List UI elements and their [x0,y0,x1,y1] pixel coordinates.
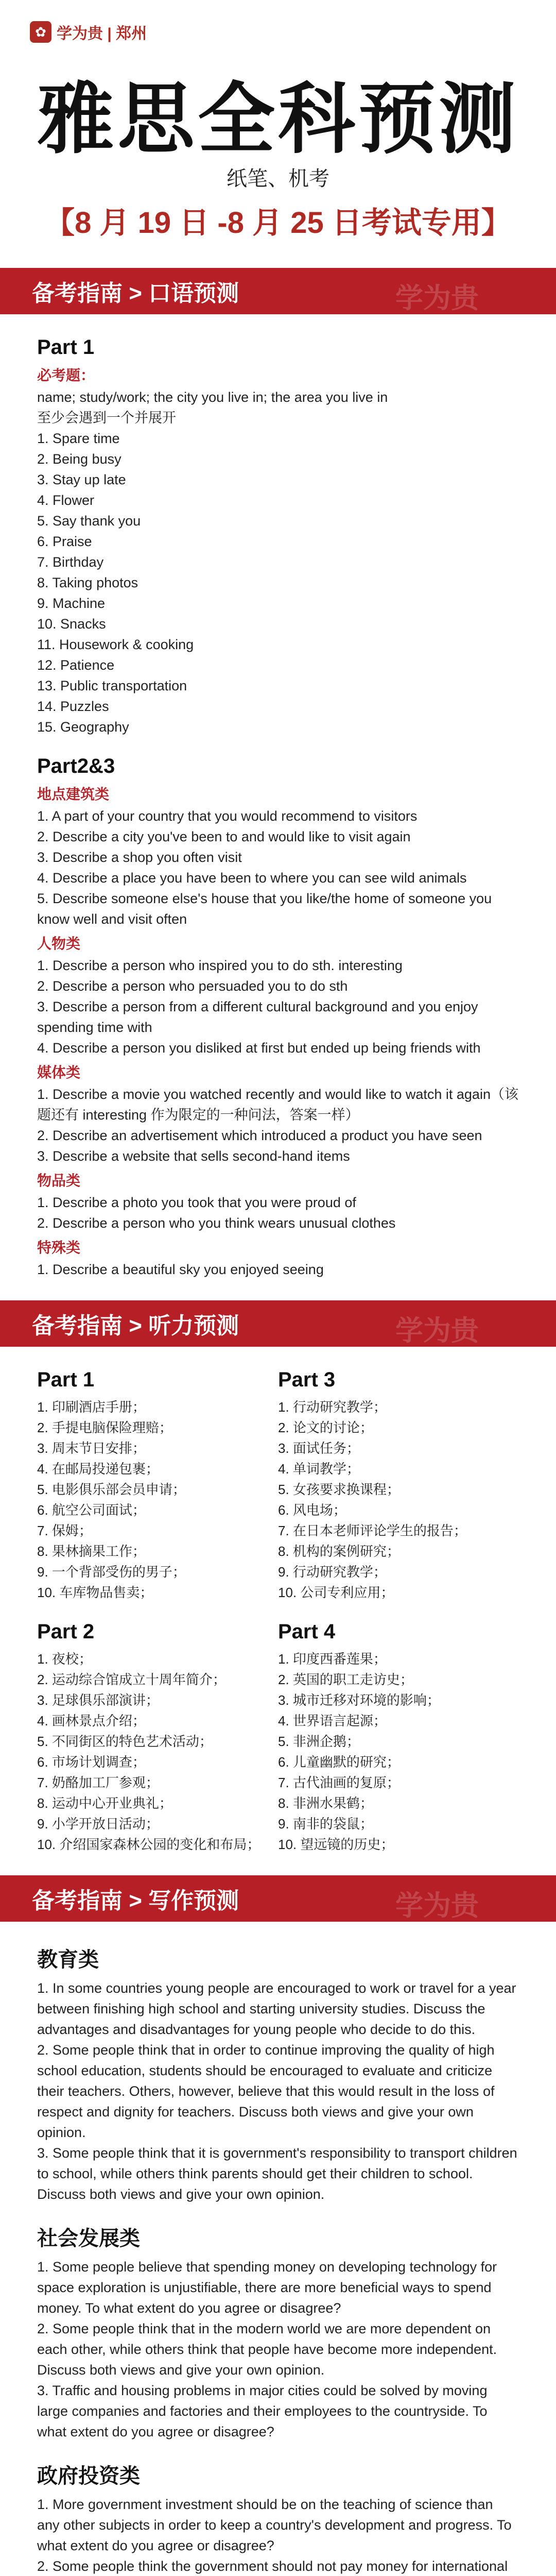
list-item: 10. Snacks [37,616,106,632]
section-title: 备考指南 > 听力预测 [32,1313,239,1338]
list-item: 6. 儿童幽默的研究； [278,1754,400,1770]
list-item: 15. Geography [37,719,129,735]
section-band-writing [0,1875,556,1922]
writing-category-heading: 社会发展类 [37,2227,140,2250]
speaking-groups [37,783,519,1280]
listening-row-1 [37,1361,519,1603]
group-label: 地点建筑类 [37,786,110,802]
list-item: 2. 手提电脑保险理赔； [37,1420,172,1435]
list-item: 1. Describe a movie you watched recently and would like to watch it again（该题还有 interesting 作为限定的一种问法，答案一样） [37,1087,518,1123]
list-item: 8. 非洲水果鹤； [278,1795,373,1811]
listening-part-heading: Part 1 [37,1368,95,1391]
list-item: 2. Describe an advertisement which introduced a product you have seen [37,1128,482,1143]
group-label: 物品类 [37,1173,81,1189]
list-item: 5. Describe someone else's house that you like/the home of someone you know well and visit often [37,891,492,927]
list-item: 7. 保姆； [37,1523,92,1538]
list-item: 14. Puzzles [37,699,109,714]
required-line: name; study/work; the city you live in; the area you live in [37,389,388,405]
listening-part-heading: Part 2 [37,1620,95,1643]
list-item: 6. 市场计划调查； [37,1754,146,1770]
list-item: 5. 非洲企鹅； [278,1734,360,1749]
list-item: 2. 英国的职工走访史； [278,1672,413,1687]
list-item: 10. 介绍国家森林公园的变化和布局； [37,1837,260,1852]
list-item: 1. 行动研究教学； [278,1399,387,1415]
list-item: 9. 行动研究教学； [278,1564,387,1580]
listening-part4 [278,1613,519,1855]
list-item: 10. 望远镜的历史； [278,1837,394,1852]
section-title: 备考指南 > 写作预测 [32,1888,239,1913]
part1-list [37,428,519,737]
group-label: 人物类 [37,936,81,952]
list-item: 1. Spare time [37,431,120,446]
list-item: 6. 风电场； [278,1502,346,1518]
list-item: 9. 一个背部受伤的男子； [37,1564,186,1580]
required-line: 至少会遇到一个并展开 [37,410,176,426]
section-band-listening [0,1300,556,1347]
list-item: 7. Birthday [37,554,104,570]
brand-text: 学为贵 | 郑州 [57,25,147,42]
part1-heading: Part 1 [37,336,95,359]
list-item: 9. 南非的袋鼠； [278,1816,373,1832]
writing-prompt: 3. Some people think that it is government's responsibility to transport children to school, while others think parents should get their children to school. Discuss both views and give your own opinion. [37,2145,517,2202]
list-item: 7. 在日本老师评论学生的报告； [278,1523,467,1538]
listening-section [0,1347,556,1875]
listening-row-2 [37,1613,519,1855]
list-item: 5. 女孩要求换课程； [278,1482,400,1497]
part23-heading: Part2&3 [37,755,115,777]
list-item: 6. 航空公司面试； [37,1502,146,1518]
list-item: 3. Describe a shop you often visit [37,850,242,865]
listening-part-heading: Part 3 [278,1368,336,1391]
list-item: 6. Praise [37,534,92,549]
list-item: 12. Patience [37,657,115,673]
list-item: 1. Describe a beautiful sky you enjoyed seeing [37,1262,324,1277]
brand [30,21,147,43]
list-item: 2. Being busy [37,451,121,467]
section-band-speaking [0,268,556,314]
listening-part-heading: Part 4 [278,1620,336,1643]
band-watermark: 学为贵 [395,1890,479,1921]
list-item: 1. Describe a person who inspired you to do sth. interesting [37,958,403,973]
list-item: 2. 运动综合馆成立十周年简介； [37,1672,226,1687]
listening-part2 [37,1613,278,1855]
writing-prompt: 2. Some people think that in the modern world we are more dependent on each other, while others think that people have become more independent. Discuss both views and give your own opinion. [37,2321,497,2378]
list-item: 3. 面试任务； [278,1440,360,1456]
list-item: 3. 足球俱乐部演讲； [37,1692,159,1708]
page-title: 雅思全科预测 [37,75,519,164]
list-item: 3. Describe a person from a different cultural background and you enjoy spending time with [37,999,478,1035]
list-item: 9. 小学开放日活动； [37,1816,159,1832]
list-item: 8. 果林摘果工作； [37,1544,146,1559]
list-item: 4. 在邮局投递包裹； [37,1461,159,1477]
listening-part1 [37,1361,278,1603]
list-item: 10. 公司专利应用； [278,1585,394,1600]
list-item: 8. Taking photos [37,575,138,590]
writing-prompt: 2. Some people think that in order to continue improving the quality of high school education, students should be encouraged to evaluate and criticize their teachers. Others, however, believe that this would result in the loss of respect and dignity for teachers. Discuss both views and give your own opinion. [37,2042,495,2140]
page-subtitle: 纸笔、机考 [227,167,329,190]
spacer [37,2442,519,2452]
spacer [37,2205,519,2215]
list-item: 8. 运动中心开业典礼； [37,1795,172,1811]
list-item: 2. Describe a city you've been to and would like to visit again [37,829,411,844]
list-item: 5. Say thank you [37,513,141,529]
list-item: 11. Housework & cooking [37,637,194,652]
band-watermark: 学为贵 [395,1315,479,1346]
speaking-section [0,314,556,1300]
group-label: 媒体类 [37,1064,81,1080]
list-item: 4. Describe a person you disliked at first but ended up being friends with [37,1040,481,1056]
writing-prompt: 2. Some people think the government should not pay money for international [37,2558,508,2574]
list-item: 4. 画林景点介绍； [37,1713,146,1728]
brand-logo-icon: ✿ [30,21,51,43]
list-item: 4. Flower [37,493,95,508]
band-watermark: 学为贵 [395,283,479,314]
list-item: 2. Describe a person who persuaded you to do sth [37,978,348,994]
group-label: 特殊类 [37,1240,81,1256]
writing-prompt: 1. In some countries young people are encouraged to work or travel for a year between finishing high school and starting university studies. Discuss the advantages and disadvantages for young people who decide to do this. [37,1980,516,2037]
list-item: 13. Public transportation [37,678,187,693]
list-item: 5. 电影俱乐部会员申请； [37,1482,186,1497]
list-item: 4. 单词教学； [278,1461,360,1477]
list-item: 3. 城市迁移对环境的影响； [278,1692,440,1708]
list-item: 1. Describe a photo you took that you were proud of [37,1195,356,1210]
writing-prompt: 3. Traffic and housing problems in major cities could be solved by moving large companies and factories and their employees to the countryside. To what extent do you agree or disagree? [37,2383,488,2439]
list-item: 1. A part of your country that you would recommend to visitors [37,808,418,824]
list-item: 2. 论文的讨论； [278,1420,373,1435]
list-item: 7. 古代油画的复原； [278,1775,400,1790]
writing-section [0,1922,556,2576]
header [0,0,556,268]
list-item: 9. Machine [37,596,106,611]
writing-prompt: 1. More government investment should be on the teaching of science than any other subjects in order to keep a country's development and progress. To what extent do you agree or disagree? [37,2497,512,2553]
list-item: 10. 车库物品售卖； [37,1585,153,1600]
list-item: 1. 印度西番莲果； [278,1651,387,1667]
writing-category-heading: 教育类 [37,1948,99,1971]
list-item: 3. Describe a website that sells second-hand items [37,1148,350,1164]
section-title: 备考指南 > 口语预测 [32,281,239,306]
list-item: 8. 机构的案例研究； [278,1544,400,1559]
list-item: 1. 夜校； [37,1651,92,1667]
list-item: 3. 周末节日安排； [37,1440,146,1456]
writing-prompt: 1. Some people believe that spending money on developing technology for space exploration is unjustifiable, there are more beneficial ways to spend money. To what extent do you agree or disagree? [37,2259,497,2316]
list-item: 5. 不同街区的特色艺术活动； [37,1734,213,1749]
list-item: 2. Describe a person who you think wears unusual clothes [37,1215,396,1231]
list-item: 1. 印刷酒店手册； [37,1399,146,1415]
list-item: 4. 世界语言起源； [278,1713,387,1728]
required-lines [37,387,519,428]
writing-category-heading: 政府投资类 [37,2465,140,2487]
list-item: 3. Stay up late [37,472,126,487]
list-item: 7. 奶酪加工厂参观； [37,1775,159,1790]
required-label: 必考题： [37,367,95,383]
list-item: 4. Describe a place you have been to where you can see wild animals [37,870,467,886]
date-range: 【8 月 19 日 -8 月 25 日考试专用】 [45,206,511,240]
listening-part3 [278,1361,519,1603]
